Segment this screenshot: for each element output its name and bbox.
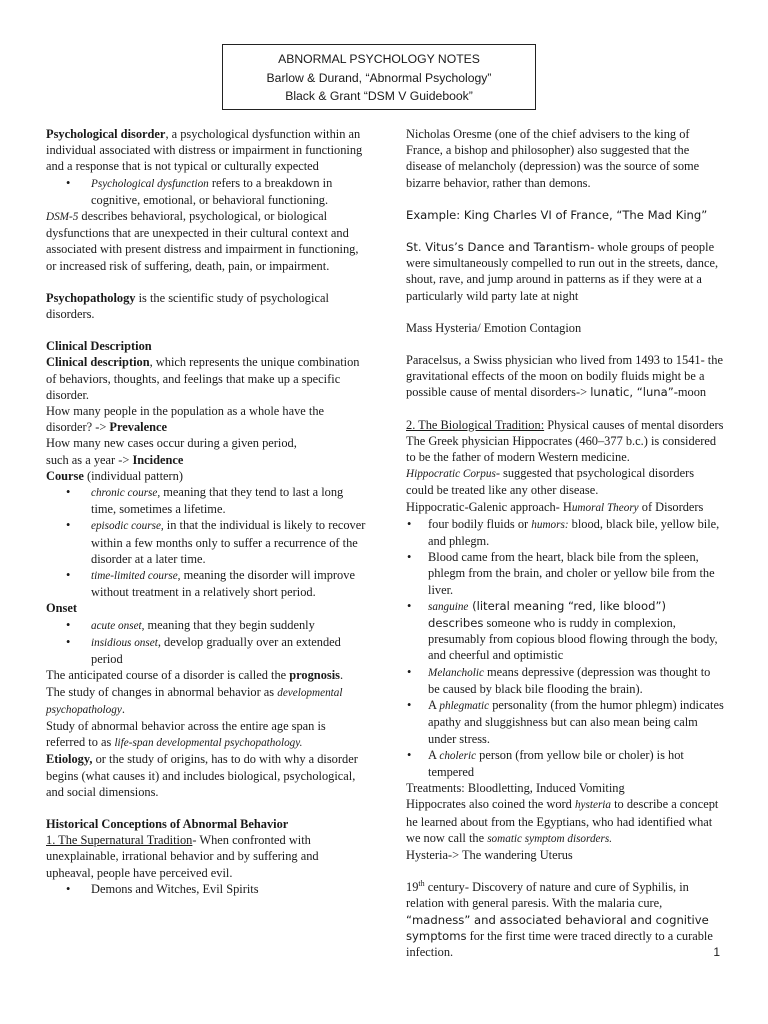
text-run: is the scientific study of psychological disorders. (46, 290, 329, 322)
text-run: How many new cases occur during a given period, (46, 436, 297, 451)
text-run: Hippocrates also coined the word (406, 797, 575, 812)
paragraph-gap (46, 800, 368, 816)
text-run: The study of changes in abnormal behavior as (46, 684, 278, 699)
paragraph (406, 780, 724, 796)
paragraph (406, 352, 724, 401)
text-run: Blood came from the heart, black bile from the spleen, phlegm from the brain, and choler or yellow bile from the liver. (428, 550, 715, 597)
paragraph (406, 847, 724, 863)
paragraph (46, 751, 368, 800)
paragraph-gap (406, 336, 724, 352)
text-run: umoral Theory (571, 501, 639, 514)
title-box (222, 44, 536, 110)
paragraph (46, 403, 368, 435)
text-run: Treatments: Bloodletting, Induced Vomiting (406, 781, 625, 796)
paragraph (406, 879, 724, 960)
text-run: time-limited course, (91, 570, 181, 583)
text-run: , develop gradually over an extended period (91, 634, 341, 667)
text-run: prognosis (289, 668, 340, 683)
text-run: (individual pattern) (83, 468, 183, 483)
text-run: hysteria (574, 799, 611, 812)
paragraph (46, 354, 368, 403)
paragraph (46, 667, 368, 683)
text-run: 2. The Biological Tradition: (406, 417, 545, 432)
paragraph (406, 320, 724, 336)
text-run: How many people in the population as a whole have the disorder? -> (46, 404, 325, 435)
text-run: Clinical Description (46, 339, 152, 354)
paragraph (406, 207, 724, 223)
text-run: Physical causes of mental disorders (544, 417, 724, 432)
paragraph (406, 126, 724, 191)
paragraph-gap (46, 322, 368, 338)
text-run: , which represents the unique combination of behaviors, thoughts, and feelings that make up a specific disorder. (46, 355, 360, 402)
text-run: Study of abnormal behavior across the entire age span is referred to as (46, 718, 326, 750)
text-run: sanguine (428, 600, 469, 613)
bullet-item (406, 516, 724, 549)
bullet-item (406, 697, 724, 747)
text-run: meaning that they tend to last a long time, sometimes a lifetime. (91, 485, 344, 517)
bullet-item (406, 549, 724, 598)
bullet-icon: • (66, 881, 71, 896)
text-run: lunatic, “luna” (590, 385, 674, 400)
text-run: The Greek physician Hippocrates (460–377 b.c.) is considered to be the father of modern Western medicine. (406, 433, 717, 465)
text-run: phlegmatic (439, 700, 490, 713)
text-run: - When confronted with unexplainable, irrational behavior and by suffering and upheaval, people have perceived evil. (46, 833, 319, 880)
paragraph (46, 338, 368, 354)
text-run: or the study of origins, has to do with why a disorder begins (what causes it) and includes biological, psychological, and social dimensions. (46, 752, 358, 799)
text-run: Psychological disorder (46, 127, 166, 141)
text-run: acute onset, (91, 619, 145, 632)
bullet-icon: • (407, 598, 412, 613)
paragraph (46, 290, 368, 322)
text-run: insidious onset (91, 636, 158, 649)
paragraph (46, 126, 368, 175)
paragraph (406, 499, 724, 516)
text-run: somatic symptom disorders. (487, 832, 613, 845)
text-run: someone who is ruddy in complexion, presumably from copious blood flowing through the body, and cheerful and optimistic (428, 616, 718, 663)
text-run: Example: King Charles VI of France, “The Mad King” (406, 207, 708, 222)
text-run: Hippocratic Corpus (406, 468, 496, 481)
paragraph-gap (406, 191, 724, 207)
text-run: of Disorders (638, 499, 704, 514)
paragraph (46, 832, 368, 881)
source-guidebook: Black & Grant “DSM V Guidebook” (285, 89, 473, 103)
right-column (406, 126, 724, 960)
text-run: personality (from the humor phlegm) indicates apathy and sluggishness but can also mean being calm under stress. (428, 698, 724, 746)
text-run: humors: (531, 518, 569, 531)
bullet-icon: • (66, 518, 71, 533)
text-run: (literal meaning “red, like blood”) describes (428, 598, 666, 631)
text-run: Onset (46, 601, 77, 616)
bullet-icon: • (66, 175, 71, 190)
text-run: Nicholas Oresme (one of the chief advisers to the king of France, a bishop and philosopher) also suggested that the disease of melancholy (depression) was the source of some bizarre behavior, rather than demons. (406, 127, 700, 190)
paragraph (46, 600, 368, 616)
paragraph (46, 435, 368, 451)
bullet-icon: • (66, 568, 71, 583)
text-run: Paracelsus, a Swiss physician who lived from 1493 to 1541- the gravitational effects of the moon on bodily fluids might be a possible cause of mental disorders-> (406, 353, 723, 400)
page-number: 1 (713, 945, 720, 959)
paragraph (406, 796, 724, 847)
text-run: century- Discovery of nature and cure of Syphilis, in relation with general paresis. With the malaria cure, (406, 880, 689, 911)
paragraph-gap (406, 863, 724, 879)
text-run: Psychological dysfunction (91, 177, 209, 190)
text-run: Clinical description (46, 355, 150, 370)
text-run: - whole groups of people were simultaneously compelled to run out in the streets, dance, shout, rave, and jump around in patterns as if they were at a particularly wild party late at night (406, 240, 719, 303)
text-run: Prevalence (109, 420, 167, 435)
text-run: , a psychological dysfunction within an individual associated with distress or impairment in functioning and a response that is not typical or culturally expected (46, 127, 363, 174)
bullet-icon: • (407, 516, 412, 531)
text-run: Etiology, (46, 752, 93, 767)
bullet-icon: • (66, 634, 71, 649)
text-run: meaning that they begin suddenly (144, 617, 315, 632)
text-run: A (428, 747, 440, 762)
paragraph (46, 684, 368, 718)
paragraph-gap (406, 401, 724, 417)
bullet-item (406, 664, 724, 697)
bullet-icon: • (407, 698, 412, 713)
text-run: th (418, 879, 425, 888)
bullet-item (46, 484, 368, 517)
text-run: Mass Hysteria/ Emotion Contagion (406, 320, 582, 335)
text-run: Psychopathology (46, 290, 136, 305)
text-run: Hippocratic-Galenic approach- H (406, 499, 572, 514)
text-run: person (from yellow bile or choler) is hot tempered (428, 747, 684, 779)
bullet-icon: • (407, 550, 412, 565)
paragraph (46, 816, 368, 832)
text-run: - suggested that psychological disorders could be treated like any other disease. (406, 466, 695, 498)
bullet-item (406, 598, 724, 664)
text-run: A (428, 698, 440, 713)
text-run: such as a year -> (46, 452, 133, 467)
paragraph (406, 417, 724, 433)
bullet-item (46, 617, 368, 634)
text-run: means depressive (depression was thought to be caused by black bile flooding the brain). (428, 664, 711, 696)
text-run: to describe a concept he learned about from the Egyptians, who had identified what we now call the (406, 797, 719, 845)
bullet-icon: • (66, 485, 71, 500)
text-run: DSM-5 (46, 211, 79, 224)
text-run: Melancholic (428, 666, 484, 679)
bullet-icon: • (66, 617, 71, 632)
text-run: chronic course, (91, 487, 161, 500)
text-run: . (339, 668, 344, 683)
text-run: developmental psychopathology (46, 686, 343, 716)
text-run: Hysteria-> The wandering Uterus (406, 847, 573, 862)
bullet-item (46, 175, 368, 208)
text-run: “madness” and associated behavioral and cognitive symptoms (406, 912, 709, 943)
text-run: in that the individual is likely to recover within a few months only to suffer a recurrence of the disorder at a later time. (91, 518, 366, 566)
bullet-item (46, 634, 368, 667)
text-run: meaning the disorder will improve without treatment in a relatively short period. (91, 568, 355, 600)
text-run: for the first time were traced directly to a curable infection. (406, 928, 713, 959)
bullet-item (46, 881, 368, 897)
paragraph (406, 433, 724, 465)
text-run: describes behavioral, psychological, or biological dysfunctions that are unexpected in their cultural context and associated with present distress and impairment in functioning, or increased risk of suffering, death, pain, or impairment. (46, 209, 359, 273)
paragraph (46, 718, 368, 751)
text-run: -moon (673, 385, 707, 400)
text-run: 1. The Supernatural Tradition (46, 833, 193, 848)
text-run: episodic course, (91, 520, 164, 533)
document-title: ABNORMAL PSYCHOLOGY NOTES (278, 52, 480, 66)
text-run: Demons and Witches, Evil Spirits (91, 881, 259, 896)
paragraph (46, 208, 368, 274)
text-run: refers to a breakdown in cognitive, emotional, or behavioral functioning. (91, 175, 333, 207)
bullet-item (46, 567, 368, 600)
text-run: life-span developmental psychopathology. (114, 737, 303, 750)
source-textbook: Barlow & Durand, “Abnormal Psychology” (266, 70, 492, 85)
paragraph-gap (46, 274, 368, 290)
paragraph-gap (406, 223, 724, 239)
paragraph (406, 239, 724, 304)
paragraph-gap (406, 304, 724, 320)
bullet-icon: • (407, 747, 412, 762)
paragraph (406, 465, 724, 498)
text-run: blood, black bile, yellow bile, and phlegm. (428, 516, 720, 549)
text-run: Incidence (132, 452, 184, 467)
bullet-item (46, 517, 368, 567)
text-run: choleric (439, 749, 477, 762)
text-run: 19 (406, 880, 419, 895)
bullet-icon: • (407, 664, 412, 679)
text-run: St. Vitus’s Dance and Tarantism (406, 240, 591, 255)
paragraph (46, 452, 368, 468)
paragraph (46, 468, 368, 484)
text-run: four bodily fluids or (428, 516, 532, 531)
text-run: . (121, 701, 125, 716)
text-run: The anticipated course of a disorder is called the (46, 668, 290, 683)
text-run: Historical Conceptions of Abnormal Behavior (46, 816, 289, 831)
text-run: Course (46, 468, 84, 483)
bullet-item (406, 747, 724, 780)
left-column (46, 126, 368, 897)
